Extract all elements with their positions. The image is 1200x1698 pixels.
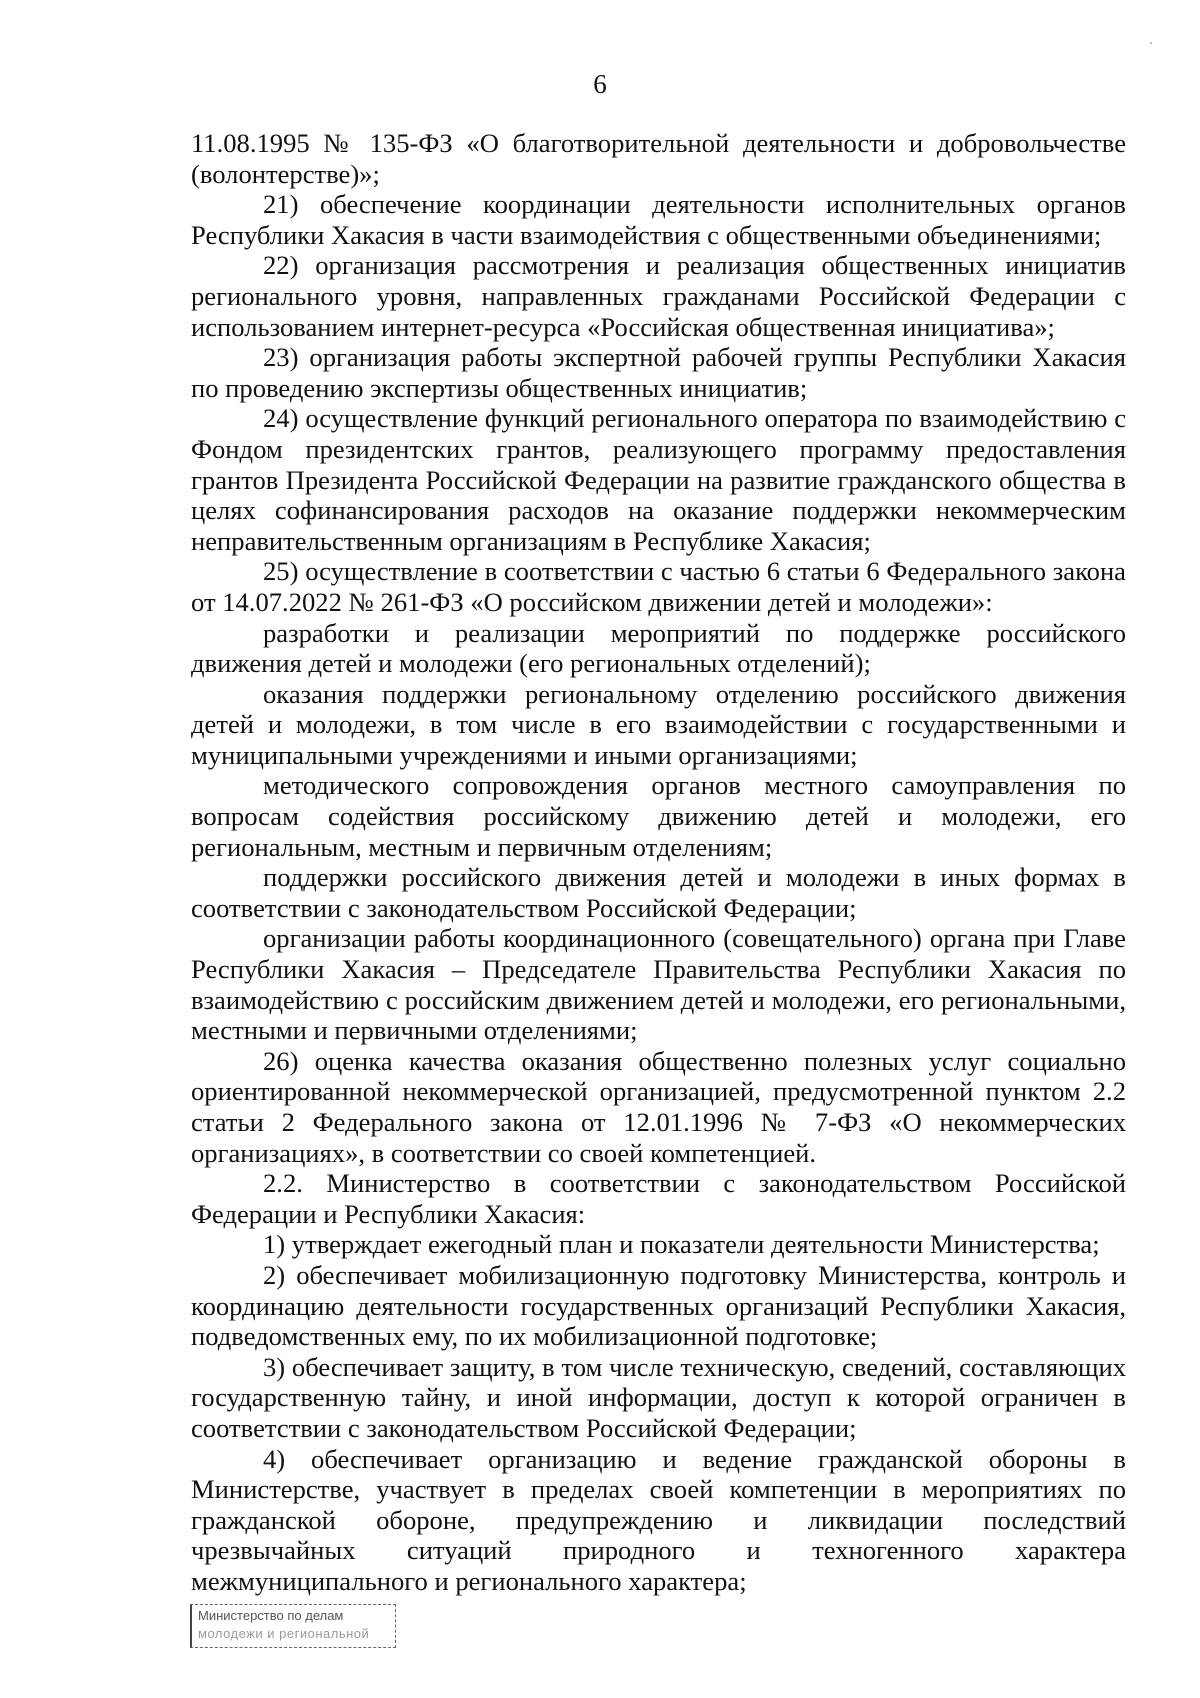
paragraph: разработки и реализации мероприятий по поддержке российского движения детей и молодежи (его региональных отделений); (191, 617, 1126, 679)
paragraph: 22) организация рассмотрения и реализация общественных инициатив регионального уровня, направленных гражданами Российской Федерации с использованием интернет-ресурса «Российская общественная инициатива»; (191, 250, 1126, 342)
paragraph: 2) обеспечивает мобилизационную подготовку Министерства, контроль и координацию деятельности государственных организаций Республики Хакасия, подведомственных ему, по их мобилизационной подготовке; (191, 1259, 1126, 1352)
stamp-line-2: молодежи и региональной (198, 1626, 370, 1641)
document-body (191, 128, 1126, 1597)
paragraph: 21) обеспечение координации деятельности исполнительных органов Республики Хакасия в части взаимодействия с общественными объединениями; (191, 189, 1126, 250)
paragraph: методического сопровождения органов местного самоуправления по вопросам содействия российскому движению детей и молодежи, его региональным, местным и первичным отделениям; (191, 770, 1126, 862)
paragraph: 1) утверждает ежегодный план и показатели деятельности Министерства; (263, 1229, 1100, 1260)
ministry-stamp (190, 1604, 396, 1648)
paragraph: 11.08.1995 № 135-ФЗ «О благотворительной деятельности и добровольчестве (волонтерстве)»; (191, 128, 1126, 189)
paragraph: оказания поддержки региональному отделению российского движения детей и молодежи, в том числе в его взаимодействии с государственными и муниципальными учреждениями и иными организациями; (191, 678, 1126, 770)
paragraph: 25) осуществление в соответствии с частью 6 статьи 6 Федерального закона от 14.07.2022 № 261-ФЗ «О российском движении детей и молодежи»: (191, 556, 1126, 617)
paragraph: 26) оценка качества оказания общественно полезных услуг социально ориентированной некоммерческой организацией, предусмотренной пунктом 2.2 статьи 2 Федерального закона от 12.01.1996 № 7-ФЗ «О некоммерческих организациях», в соответствии со своей компетенцией. (191, 1045, 1126, 1168)
paragraph: организации работы координационного (совещательного) органа при Главе Республики Хакасия – Председателе Правительства Республики Хакасия по взаимодействию с российским движением детей и молодежи, его региональными, местными и первичными отделениями; (191, 923, 1126, 1046)
paragraph: 24) осуществление функций регионального оператора по взаимодействию с Фондом президентских грантов, реализующего программу предоставления грантов Президента Российской Федерации на развитие гражданского общества в целях софинансирования расходов на оказание поддержки некоммерческим неправительственным организациям в Республике Хакасия; (191, 403, 1126, 556)
paragraph: 2.2. Министерство в соответствии с законодательством Российской Федерации и Республики Хакасия: (191, 1168, 1126, 1229)
paragraph: 4) обеспечивает организацию и ведение гражданской обороны в Министерстве, участвует в пределах своей компетенции в мероприятиях по гражданской обороне, предупреждению и ликвидации последствий чрезвычайных ситуаций природного и техногенного характера межмуниципального и регионального характера; (191, 1443, 1126, 1596)
paragraph: поддержки российского движения детей и молодежи в иных формах в соответствии с законодательством Российской Федерации; (191, 862, 1126, 923)
scan-speck (1150, 42, 1152, 44)
paragraph: 23) организация работы экспертной рабочей группы Республики Хакасия по проведению экспертизы общественных инициатив; (191, 342, 1126, 403)
page-number: 6 (593, 69, 607, 99)
paragraph: 3) обеспечивает защиту, в том числе техническую, сведений, составляющих государственную тайну, и иной информации, доступ к которой ограничен в соответствии с законодательством Российской Федерации; (191, 1351, 1126, 1443)
stamp-line-1: Министерство по делам (198, 1608, 344, 1623)
